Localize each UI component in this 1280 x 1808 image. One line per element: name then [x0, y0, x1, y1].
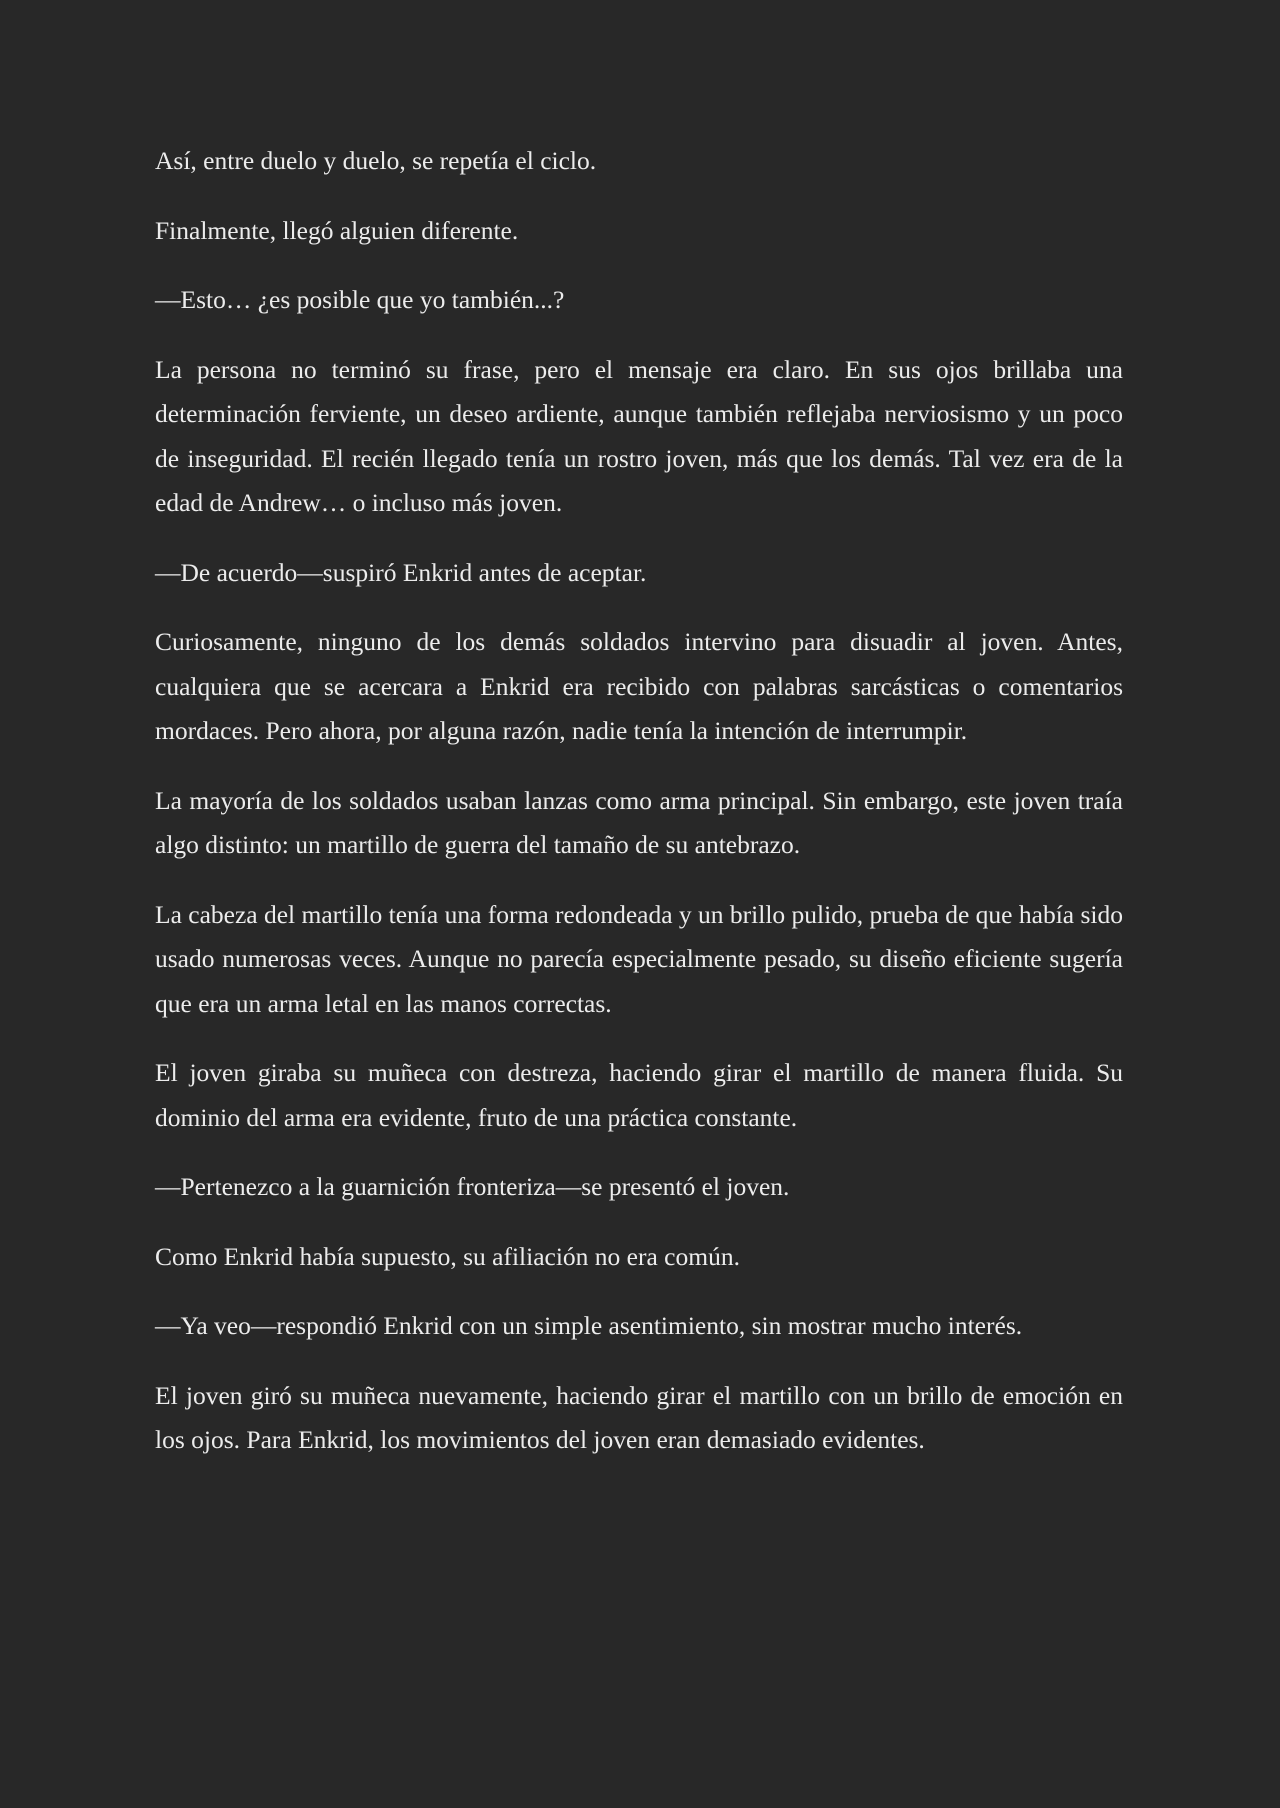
paragraph: Así, entre duelo y duelo, se repetía el ciclo.: [155, 146, 597, 175]
document-body: [155, 139, 1123, 1463]
paragraph: El joven giró su muñeca nuevamente, haciendo girar el martillo con un brillo de emoción en los ojos. Para Enkrid, los movimientos del joven eran demasiado evidentes.: [155, 1380, 1123, 1454]
paragraph: La persona no terminó su frase, pero el mensaje era claro. En sus ojos brillaba una determinación ferviente, un deseo ardiente, aunque también reflejaba nerviosismo y un poco de inseguridad. El recién llegado tenía un rostro joven, más que los demás. Tal vez era de la edad de Andrew… o incluso más joven.: [155, 354, 1123, 517]
paragraph: Finalmente, llegó alguien diferente.: [155, 215, 519, 245]
paragraph: La cabeza del martillo tenía una forma redondeada y un brillo pulido, prueba de que había sido usado numerosas veces. Aunque no parecía especialmente pesado, su diseño eficiente sugería que era un arma letal en las manos correctas.: [155, 899, 1123, 1018]
paragraph: La mayoría de los soldados usaban lanzas como arma principal. Sin embargo, este joven traía algo distinto: un martillo de guerra del tamaño de su antebrazo.: [155, 785, 1123, 859]
paragraph: Como Enkrid había supuesto, su afiliación no era común.: [155, 1241, 740, 1271]
paragraph: El joven giraba su muñeca con destreza, haciendo girar el martillo de manera fluida. Su dominio del arma era evidente, fruto de una práctica constante.: [155, 1058, 1123, 1132]
paragraph: —De acuerdo—suspiró Enkrid antes de aceptar.: [155, 557, 647, 587]
paragraph: —Pertenezco a la guarnición fronteriza—se presentó el joven.: [155, 1172, 790, 1201]
paragraph: —Ya veo—respondió Enkrid con un simple asentimiento, sin mostrar mucho interés.: [155, 1311, 1023, 1340]
paragraph: —Esto… ¿es posible que yo también...?: [155, 285, 565, 314]
paragraph: Curiosamente, ninguno de los demás soldados intervino para disuadir al joven. Antes, cualquiera que se acercara a Enkrid era recibido con palabras sarcásticas o comentarios mordaces. Pero ahora, por alguna razón, nadie tenía la intención de interrumpir.: [155, 627, 1123, 745]
